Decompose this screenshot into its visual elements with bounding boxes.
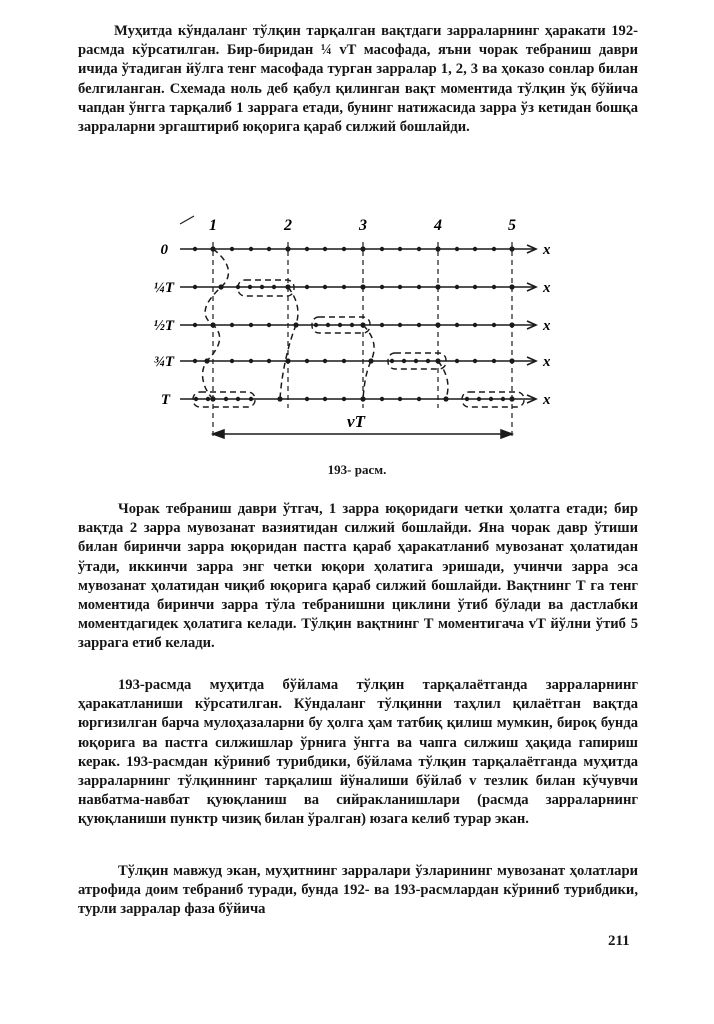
column-label-3: 3 bbox=[359, 217, 367, 234]
column-label-1: 1 bbox=[209, 217, 217, 234]
axis-label-row-3: x bbox=[543, 354, 551, 370]
figure-caption: 193- расм. bbox=[327, 462, 387, 477]
axis-label-row-0: x bbox=[543, 242, 551, 258]
axis-label-row-2: x bbox=[543, 318, 551, 334]
paragraph-2: 193-расмда муҳитда бўйлама тўлқин тарқалаётганда зарраларнинг ҳаракатланиши кўрсатилган. Кўндаланг тўлқинни таҳлил қилаётган вақтда юргизилган барча мулоҳазаларни бу ҳолга ҳам татбиқ қилиш мумкин, бироқ бунда юқорига ва пастга силжишлар ўрнига ўнгга ва чапга силжиш ҳақида гапириш керак. 193-расмдан кўриниб турибдики, бўйлама тўлқин тарқалаётганда муҳитда зарраларнинг тўлқиннинг тарқалиш йўналиши бўйлаб v тезлик билан кўчувчи навбатма-навбат қуюқланиш ва сийракланишлари (расмда зарраларнинг қуюқланиши пунктр чизиқ билан ўралган) юзага келиб турар экан. bbox=[78, 677, 638, 828]
page-number: 211 bbox=[608, 933, 630, 949]
row-label-0: 0 bbox=[160, 242, 168, 258]
axis-label-row-1: x bbox=[543, 280, 551, 296]
axis-label-row-4: x bbox=[543, 392, 551, 408]
figure-193 bbox=[0, 208, 714, 468]
intro-paragraph: Муҳитда кўндаланг тўлқин тарқалган вақтдаги зарраларнинг ҳаракати 192-расмда кўрсатилган. Бир-биридан ¼ vT масофада, яъни чорак тебраниш даври ичида ўтадиган йўлга тенг масофада турган зарралар 1, 2, 3 ва ҳоказо сонлар билан белгиланган. Схемада ноль деб қабул қилинган вақт моментида тўлқин ўқ бўйича чапдан ўнгга тарқалиб 1 заррага етади, бунинг натижасида зарра ўз кетидан бошқа зарраларни эргаштириб юқорига қараб силжий бошлайди. bbox=[78, 23, 638, 136]
paragraph-3: Тўлқин мавжуд экан, муҳитнинг зарралари ўзларининг мувозанат ҳолатлари атрофида доим тебраниб туради, бунда 192- ва 193-расмлардан кўриниб турибдики, турли зарралар фаза бўйича bbox=[78, 863, 638, 918]
row-label-t: T bbox=[160, 392, 170, 408]
row-label-three-quarter-t: ¾T bbox=[153, 354, 174, 370]
span-label-vt: vT bbox=[347, 412, 365, 431]
column-label-4: 4 bbox=[434, 217, 442, 234]
paragraph-1: Чорак тебраниш даври ўтгач, 1 зарра юқоридаги четки ҳолатга етади; бир вақтда 2 зарра мувозанат вазиятидан силжий бошлайди. Яна чорак давр ўтиши билан биринчи зарра юқоридан пастга қараб ҳаракатланиб мувозанат ҳолатидан ўтади, иккинчи зарра энг четки юқори ҳолатига эришади, учинчи зарра эса мувозанат ҳолатидан чиқиб юқорига қараб силжий бошлайди. Вақтнинг T га тенг моментида биринчи зарра тўла тебранишни циклини ўтиб бўлади ва дастлабки моментдагидек ҳолатига келади. Тўлқин вақтнинг T моментигача vT йўлни ўтиб 5 заррага етиб келади. bbox=[78, 501, 638, 652]
row-label-half-t: ½T bbox=[153, 318, 174, 334]
column-label-2: 2 bbox=[284, 217, 292, 234]
column-label-5: 5 bbox=[508, 217, 516, 234]
row-label-quarter-t: ¼T bbox=[153, 280, 174, 296]
